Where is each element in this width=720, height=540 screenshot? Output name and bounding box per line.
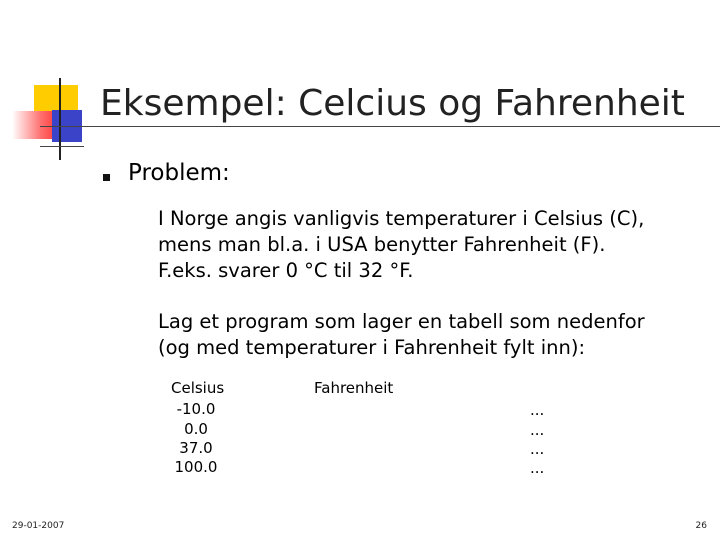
footer-date: 29-01-2007: [12, 521, 65, 531]
paragraph-task: [158, 309, 645, 361]
celsius-value: -10.0: [176, 400, 216, 418]
table-header-fahrenheit: Fahrenheit: [314, 379, 394, 397]
table-header-celsius: Celsius: [171, 379, 225, 397]
title-underline: [40, 126, 720, 127]
fahrenheit-value: ...: [530, 440, 545, 458]
slide-title: Eksempel: Celcius og Fahrenheit: [100, 83, 685, 124]
page-number: 26: [695, 521, 707, 531]
celsius-value: 0.0: [184, 420, 208, 438]
fahrenheit-value: ...: [530, 401, 545, 419]
paragraph-line: mens man bl.a. i USA benytter Fahrenheit (F).: [158, 233, 606, 256]
decor-short-line: [40, 146, 84, 147]
paragraph-intro: [158, 206, 644, 284]
fahrenheit-value: ...: [530, 421, 545, 439]
paragraph-line: (og med temperaturer i Fahrenheit fylt inn):: [158, 336, 586, 359]
bullet-square-icon: [103, 174, 110, 181]
celsius-value: 100.0: [174, 458, 218, 476]
bullet-text: Problem:: [128, 160, 230, 186]
paragraph-line: F.eks. svarer 0 °C til 32 °F.: [158, 259, 414, 282]
paragraph-line: I Norge angis vanligvis temperaturer i Celsius (C),: [158, 207, 645, 230]
fahrenheit-value: ...: [530, 459, 545, 477]
paragraph-line: Lag et program som lager en tabell som nedenfor: [158, 310, 645, 333]
celsius-value: 37.0: [179, 439, 213, 457]
decor-vertical-line: [59, 78, 61, 160]
